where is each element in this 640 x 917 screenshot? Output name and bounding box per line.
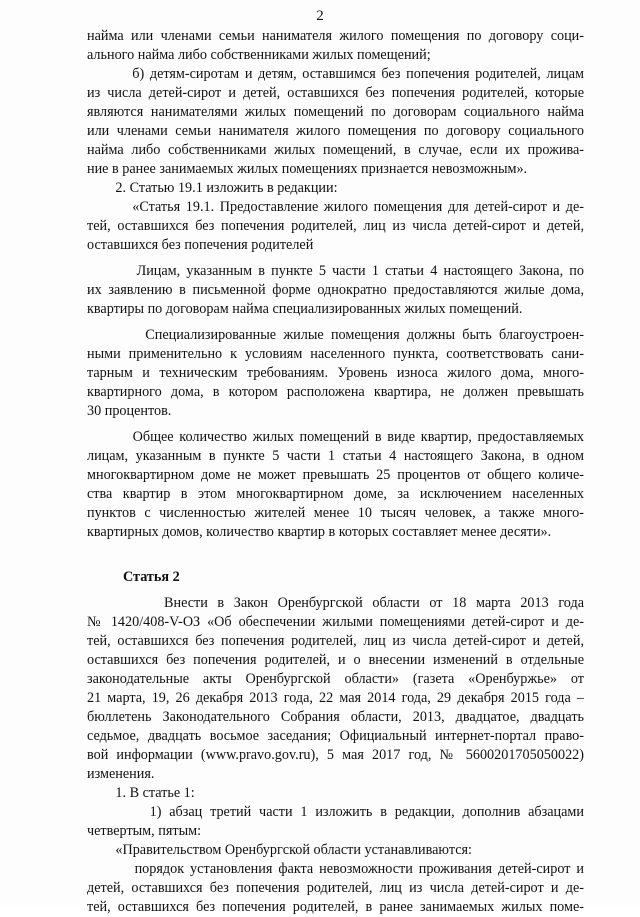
- text-line: № 1420/408-V-ОЗ «Об обеспечении жилыми помещениями детей-сирот и де-: [87, 614, 584, 630]
- spacer: [87, 587, 584, 594]
- text-line: квартирного дома, в котором расположена квартира, не должен превышать: [87, 384, 584, 400]
- text-line: Внести в Закон Оренбургской области от 18 марта 2013 года: [87, 595, 584, 611]
- text-line: Лицам, указанным в пункте 5 части 1 статьи 4 настоящего Закона, по: [87, 263, 584, 279]
- text-line: квартиры по договорам найма специализированных жилых помещений.: [87, 301, 523, 317]
- text-line: из числа детей-сирот и детей, оставшихся без попечения родителей, которые: [87, 85, 584, 101]
- paragraph-p3: [87, 326, 584, 421]
- text-line: б) детям-сиротам и детям, оставшимся без попечения родителей, лицам: [87, 66, 584, 82]
- text-line: 21 марта, 19, 26 декабря 2013 года, 22 мая 2014 года, 29 декабря 2015 года –: [87, 690, 584, 706]
- text-line: пунктов с численностью жителей менее 10 тысяч человек, а также много-: [87, 505, 584, 521]
- text-line: вой информации (www.pravo.gov.ru), 5 мая 2017 год, № 5600201705050022): [87, 747, 584, 763]
- spacer: [87, 421, 584, 428]
- text-line: «Правительством Оренбургской области устанавливаются:: [87, 842, 472, 858]
- text-line: 30 процентов.: [87, 403, 172, 419]
- paragraph-p5: [87, 594, 584, 917]
- text-line: ние в ранее занимаемых жилых помещениях признается невозможным».: [87, 161, 528, 177]
- text-line: ства квартир в этом многоквартирном доме, за исключением населенных: [87, 486, 584, 502]
- text-line: их заявлению в письменной форме однократно предоставляются жилые дома,: [87, 282, 584, 298]
- text-line: бюллетень Законодательного Собрания области, 2013, двадцатое, двадцать: [87, 709, 584, 725]
- paragraph-p0: [87, 27, 584, 65]
- page-number: 2: [316, 8, 324, 24]
- text-line: седьмое, двадцать восьмое заседания; Официальный интернет-портал право-: [87, 728, 584, 744]
- text-line: порядок установления факта невозможности проживания детей-сирот и: [87, 861, 584, 877]
- paragraph-p4: [87, 428, 584, 542]
- text-line: Общее количество жилых помещений в виде квартир, предоставляемых: [87, 429, 584, 445]
- text-line: являются нанимателями жилых помещений по договорам социального найма: [87, 104, 584, 120]
- text-line: тей, оставшихся без попечения родителей, лиц из числа детей-сирот и детей,: [87, 218, 584, 234]
- text-line: найма или членами семьи нанимателя жилого помещения по договору соци-: [87, 28, 584, 44]
- text-line: ными применительно к условиям населенного пункта, соответствовать сани-: [87, 346, 584, 362]
- paragraph-p1: [87, 65, 584, 255]
- text-line: тей, оставшихся без попечения родителей, лиц из числа детей-сирот и детей,: [87, 633, 584, 649]
- text-line: детей, оставшихся без попечения родителей, лиц из числа детей-сирот и де-: [87, 880, 584, 896]
- text-line: Специализированные жилые помещения должны быть благоустроен-: [87, 327, 584, 343]
- text-line: многоквартирном доме не может превышать 25 процентов от общего количе-: [87, 467, 584, 483]
- text-line: найма либо собственниками жилых помещений, в случае, если их прожива-: [87, 142, 584, 158]
- text-line: четвертым, пятым:: [87, 823, 202, 839]
- text-line: оставшихся без попечения родителей, и о внесении изменений в отдельные: [87, 652, 584, 668]
- text-line: законодательные акты Оренбургской области» (газета «Оренбуржье» от: [87, 671, 584, 687]
- text-line: 2. Статью 19.1 изложить в редакции:: [87, 180, 338, 196]
- article-heading: Статья 2: [123, 569, 180, 585]
- text-line: тарным и техническим требованиям. Уровень износа жилого дома, много-: [87, 365, 584, 381]
- text-line: «Статья 19.1. Предоставление жилого помещения для детей-сирот и де-: [87, 199, 584, 215]
- text-line: 1. В статье 1:: [87, 785, 195, 801]
- spacer: [87, 255, 584, 262]
- text-line: 1) абзац третий части 1 изложить в редакции, дополнив абзацами: [87, 804, 584, 820]
- text-line: квартирных домов, количество квартир в которых составляет менее десяти».: [87, 524, 552, 540]
- spacer: [87, 319, 584, 326]
- text-line: изменения.: [87, 766, 155, 782]
- paragraph-p2: [87, 262, 584, 319]
- document-body: [87, 27, 584, 917]
- text-line: оставшихся без попечения родителей: [87, 237, 314, 253]
- text-line: тей, оставшихся без попечения родителей, в ранее занимаемых жилых поме-: [87, 899, 584, 915]
- text-line: ального найма либо собственниками жилых помещений;: [87, 47, 431, 63]
- text-line: или членами семьи нанимателя жилого помещения по договору социального: [87, 123, 584, 139]
- spacer: [87, 542, 584, 568]
- text-line: лицам, указанным в пункте 5 части 1 статьи 4 настоящего Закона, в одном: [87, 448, 584, 464]
